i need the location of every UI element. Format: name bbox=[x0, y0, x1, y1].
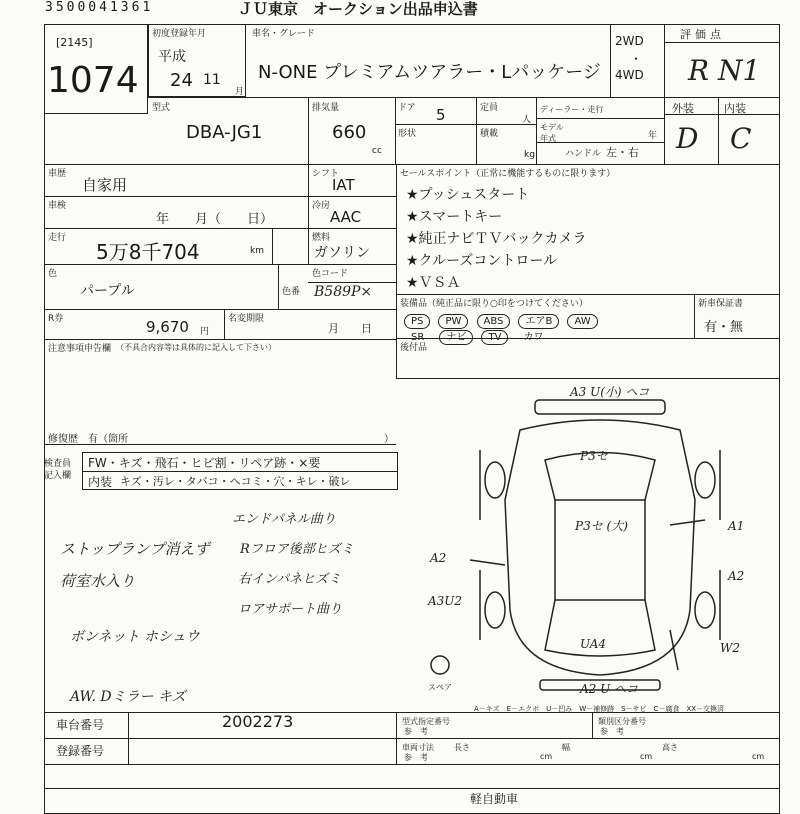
equip-airbag: エアB bbox=[518, 314, 559, 329]
class-ref: 参 考 bbox=[600, 727, 624, 736]
length-unit: cm bbox=[540, 752, 553, 761]
fuel-value: ガソリン bbox=[314, 245, 370, 261]
exterior-label: 外装 bbox=[672, 102, 694, 115]
notes-label: 注意事項申告欄 bbox=[48, 344, 112, 354]
footer-bottom bbox=[44, 764, 780, 765]
inspector-mid bbox=[82, 471, 398, 472]
footer-top bbox=[44, 712, 780, 713]
note-right-2: Rフロア後部ヒズミ bbox=[240, 542, 354, 557]
rken-label: R券 bbox=[48, 314, 64, 324]
equip-ps: PS bbox=[404, 314, 430, 329]
row-rken bbox=[44, 309, 396, 310]
cert-label: 型式指定番号 bbox=[402, 717, 450, 726]
class-label: 類別区分番号 bbox=[598, 717, 646, 726]
chassis-value: 2002273 bbox=[222, 712, 294, 731]
load-label: 積載 bbox=[480, 129, 499, 139]
era: 平成 bbox=[158, 49, 186, 65]
row-model-year bbox=[536, 118, 664, 119]
equip-leather: カワ bbox=[523, 332, 544, 343]
doors-value: 5 bbox=[436, 106, 446, 124]
row-shaken bbox=[44, 196, 396, 197]
note-right-3: 右インパネヒズミ bbox=[238, 572, 342, 587]
shaken-label: 車検 bbox=[48, 201, 67, 211]
damage-legend: A－キズ E－エクボ U－凹み W－補修跡 S－サビ C－腐食 XX－交換済 bbox=[474, 705, 725, 713]
equip-abs: ABS bbox=[477, 314, 511, 329]
capacity-unit: 人 bbox=[522, 115, 532, 125]
footer-bottom2 bbox=[44, 788, 780, 789]
equip-tv: TV bbox=[481, 330, 508, 345]
mark-hood: P3セ bbox=[580, 449, 608, 463]
reg-month: 11 bbox=[203, 72, 221, 88]
name-change-label: 名変期限 bbox=[228, 314, 265, 324]
div-dealer bbox=[536, 97, 537, 164]
mark-bumper: A2 U ヘコ bbox=[580, 682, 639, 696]
displacement-value: 660 bbox=[332, 122, 367, 143]
row-equipment bbox=[396, 294, 780, 295]
displacement-label: 排気量 bbox=[312, 103, 340, 113]
row-handle bbox=[536, 142, 664, 143]
vehicle-class: 軽自動車 bbox=[470, 792, 519, 806]
warranty-value: 有・無 bbox=[704, 320, 744, 335]
reg-year: 24 bbox=[170, 70, 193, 91]
interior-grade: C bbox=[730, 122, 752, 155]
reg-number-label: 登録番号 bbox=[56, 744, 105, 758]
equip-navi: ナビ bbox=[439, 330, 473, 345]
mark-right-3: W2 bbox=[720, 641, 740, 655]
mark-left-1: A2 bbox=[430, 551, 447, 565]
note-left-2: 荷室水入り bbox=[60, 572, 136, 590]
footer-mid2 bbox=[396, 738, 780, 739]
row-notes bbox=[44, 339, 396, 340]
name-change-value: 月 日 bbox=[328, 322, 372, 335]
height-label: 高さ bbox=[662, 743, 678, 752]
color-no-label: 色番 bbox=[282, 287, 301, 297]
warranty-label: 新車保証書 bbox=[698, 299, 744, 309]
mileage-value: 5万8千704 bbox=[96, 240, 200, 264]
drive-divider bbox=[610, 24, 611, 97]
lot-number: 1074 bbox=[47, 60, 139, 101]
load-unit: kg bbox=[524, 150, 535, 160]
year-unit: 年 bbox=[648, 131, 658, 141]
row-retrofit-bottom bbox=[396, 378, 780, 379]
equip-aw: AW bbox=[567, 314, 597, 329]
row-shape bbox=[395, 124, 536, 125]
eval-line bbox=[664, 42, 780, 43]
fuel-label: 燃料 bbox=[312, 233, 331, 243]
exterior-grade: D bbox=[676, 122, 699, 155]
sales-point-4: ★クルーズコントロール bbox=[406, 253, 558, 269]
sales-point-5: ★ＶＳＡ bbox=[406, 275, 461, 291]
div-rken bbox=[224, 309, 225, 339]
cert-ref: 参 考 bbox=[404, 727, 428, 736]
dims-label: 車両寸法 bbox=[402, 743, 434, 752]
note-left-3: ボンネット ホシュウ bbox=[70, 629, 200, 645]
eval-divider2 bbox=[718, 97, 719, 164]
interior-inspection: キズ・汚レ・タバコ・ヘコミ・穴・キレ・破レ bbox=[120, 475, 351, 488]
sales-point-3: ★純正ナビＴＶバックカメラ bbox=[406, 231, 587, 247]
repair-close: ） bbox=[384, 434, 394, 445]
model-value: DBA-JG1 bbox=[186, 122, 263, 143]
shift-label: シフト bbox=[312, 169, 340, 179]
row2-top bbox=[148, 97, 664, 98]
div-door bbox=[395, 97, 396, 164]
drive-4wd: 4WD bbox=[615, 68, 644, 82]
shape-label: 形状 bbox=[398, 129, 417, 139]
footer-mid bbox=[44, 738, 396, 739]
vehicle-name-label: 車名・グレード bbox=[252, 29, 316, 39]
div-sales bbox=[396, 164, 397, 378]
sales-points-label: セールスポイント（正常に機能するものに限ります） bbox=[400, 169, 616, 179]
div-warranty bbox=[694, 294, 695, 338]
drive-dot: ・ bbox=[630, 52, 643, 66]
eval-score: R N1 bbox=[688, 54, 761, 87]
drive-2wd: 2WD bbox=[615, 34, 644, 48]
row-color bbox=[44, 264, 396, 265]
row-retrofit bbox=[396, 338, 780, 339]
notes-sublabel: （不具合内容等は具体的に記入して下さい） bbox=[116, 343, 276, 352]
history-label: 車歴 bbox=[48, 169, 67, 179]
width-label: 幅 bbox=[562, 743, 570, 752]
eval-label: 評価点 bbox=[680, 28, 725, 41]
spare-label: スペア bbox=[428, 683, 452, 692]
div-disp bbox=[308, 97, 309, 164]
mark-right-2: A2 bbox=[728, 569, 745, 583]
height-unit: cm bbox=[752, 752, 765, 761]
rken-value: 9,670 bbox=[146, 318, 189, 336]
month-unit: 月 bbox=[235, 87, 245, 97]
eval-line2 bbox=[664, 97, 780, 98]
shift-value: IAT bbox=[332, 176, 355, 194]
handle-label: ハンドル bbox=[565, 149, 602, 159]
color-code-value: B589P× bbox=[314, 284, 373, 300]
dims-ref: 参 考 bbox=[404, 753, 428, 762]
mileage-unit: km bbox=[250, 246, 264, 256]
doors-label: ドア bbox=[398, 103, 416, 113]
capacity-label: 定員 bbox=[480, 103, 499, 113]
aircon-value: AAC bbox=[330, 208, 362, 226]
eval-line3 bbox=[664, 114, 780, 115]
equip-sr: SR bbox=[411, 332, 425, 343]
width-unit: cm bbox=[640, 752, 653, 761]
div-class bbox=[592, 712, 593, 738]
mark-right-1: A1 bbox=[728, 519, 745, 533]
div-cap bbox=[476, 97, 477, 164]
rken-unit: 円 bbox=[200, 327, 210, 337]
eval-divider bbox=[664, 24, 665, 164]
mark-roof: P3セ (大) bbox=[575, 519, 628, 533]
first-reg-label: 初度登録年月 bbox=[152, 29, 207, 39]
lot-number-bracket: [2145] bbox=[56, 36, 93, 49]
note-right-4: ロアサポート曲り bbox=[238, 602, 343, 617]
mark-rear: UA4 bbox=[580, 637, 607, 651]
inspector-label: 検査員記入欄 bbox=[44, 459, 72, 481]
color-label: 色 bbox=[48, 269, 58, 279]
vehicle-name: N-ONE プレミアムツアラー・Lパッケージ bbox=[258, 62, 601, 83]
row-colorcode bbox=[308, 282, 396, 283]
mark-left-2: A3U2 bbox=[428, 594, 463, 608]
color-value: パープル bbox=[80, 283, 135, 299]
history-value: 自家用 bbox=[82, 176, 128, 194]
mark-front: A3 U(小) ヘコ bbox=[570, 385, 650, 399]
note-right-1: エンドパネル曲り bbox=[232, 512, 336, 527]
model-label: 型式 bbox=[152, 103, 171, 113]
barcode-number: 3500041361 bbox=[45, 0, 154, 15]
div-color bbox=[278, 264, 279, 309]
div-specs bbox=[308, 164, 309, 264]
shaken-value: 年 月（ 日） bbox=[156, 212, 274, 227]
note-left-1: ストップランプ消えず bbox=[60, 540, 210, 558]
row-mileage bbox=[44, 228, 396, 229]
car-damage-diagram bbox=[420, 380, 780, 700]
displacement-unit: cc bbox=[372, 146, 382, 156]
aircon-label: 冷房 bbox=[312, 201, 331, 211]
sales-point-2: ★スマートキー bbox=[406, 209, 503, 225]
retrofit-label: 後付品 bbox=[400, 343, 428, 353]
row3-top bbox=[44, 164, 780, 165]
repair-history: 修復歴 有（箇所 bbox=[48, 434, 128, 445]
mileage-label: 走行 bbox=[48, 233, 67, 243]
length-label: 長さ bbox=[454, 743, 470, 752]
exterior-inspection: FW・キズ・飛石・ヒビ割・リペア跡・×要 bbox=[88, 456, 321, 470]
equipment-label: 装備品（純正品に限り○印をつけてください） bbox=[400, 299, 588, 309]
color-code-label: 色コード bbox=[312, 269, 349, 279]
handle-value: 左・右 bbox=[606, 146, 639, 159]
interior-inspection-label: 内装 bbox=[88, 475, 113, 489]
chassis-label: 車台番号 bbox=[56, 718, 105, 732]
div-mileage bbox=[272, 228, 273, 264]
interior-label: 内装 bbox=[724, 102, 746, 115]
form-title: ＪＵ東京 オークション出品申込書 bbox=[238, 0, 478, 18]
equip-pw: PW bbox=[438, 314, 468, 329]
model-year-label: モデル年式 bbox=[540, 123, 564, 143]
sales-point-1: ★プッシュスタート bbox=[406, 187, 530, 203]
note-left-4: AW. Dミラー キズ bbox=[70, 689, 186, 705]
dealer-label: ディーラー・走行 bbox=[540, 105, 604, 114]
